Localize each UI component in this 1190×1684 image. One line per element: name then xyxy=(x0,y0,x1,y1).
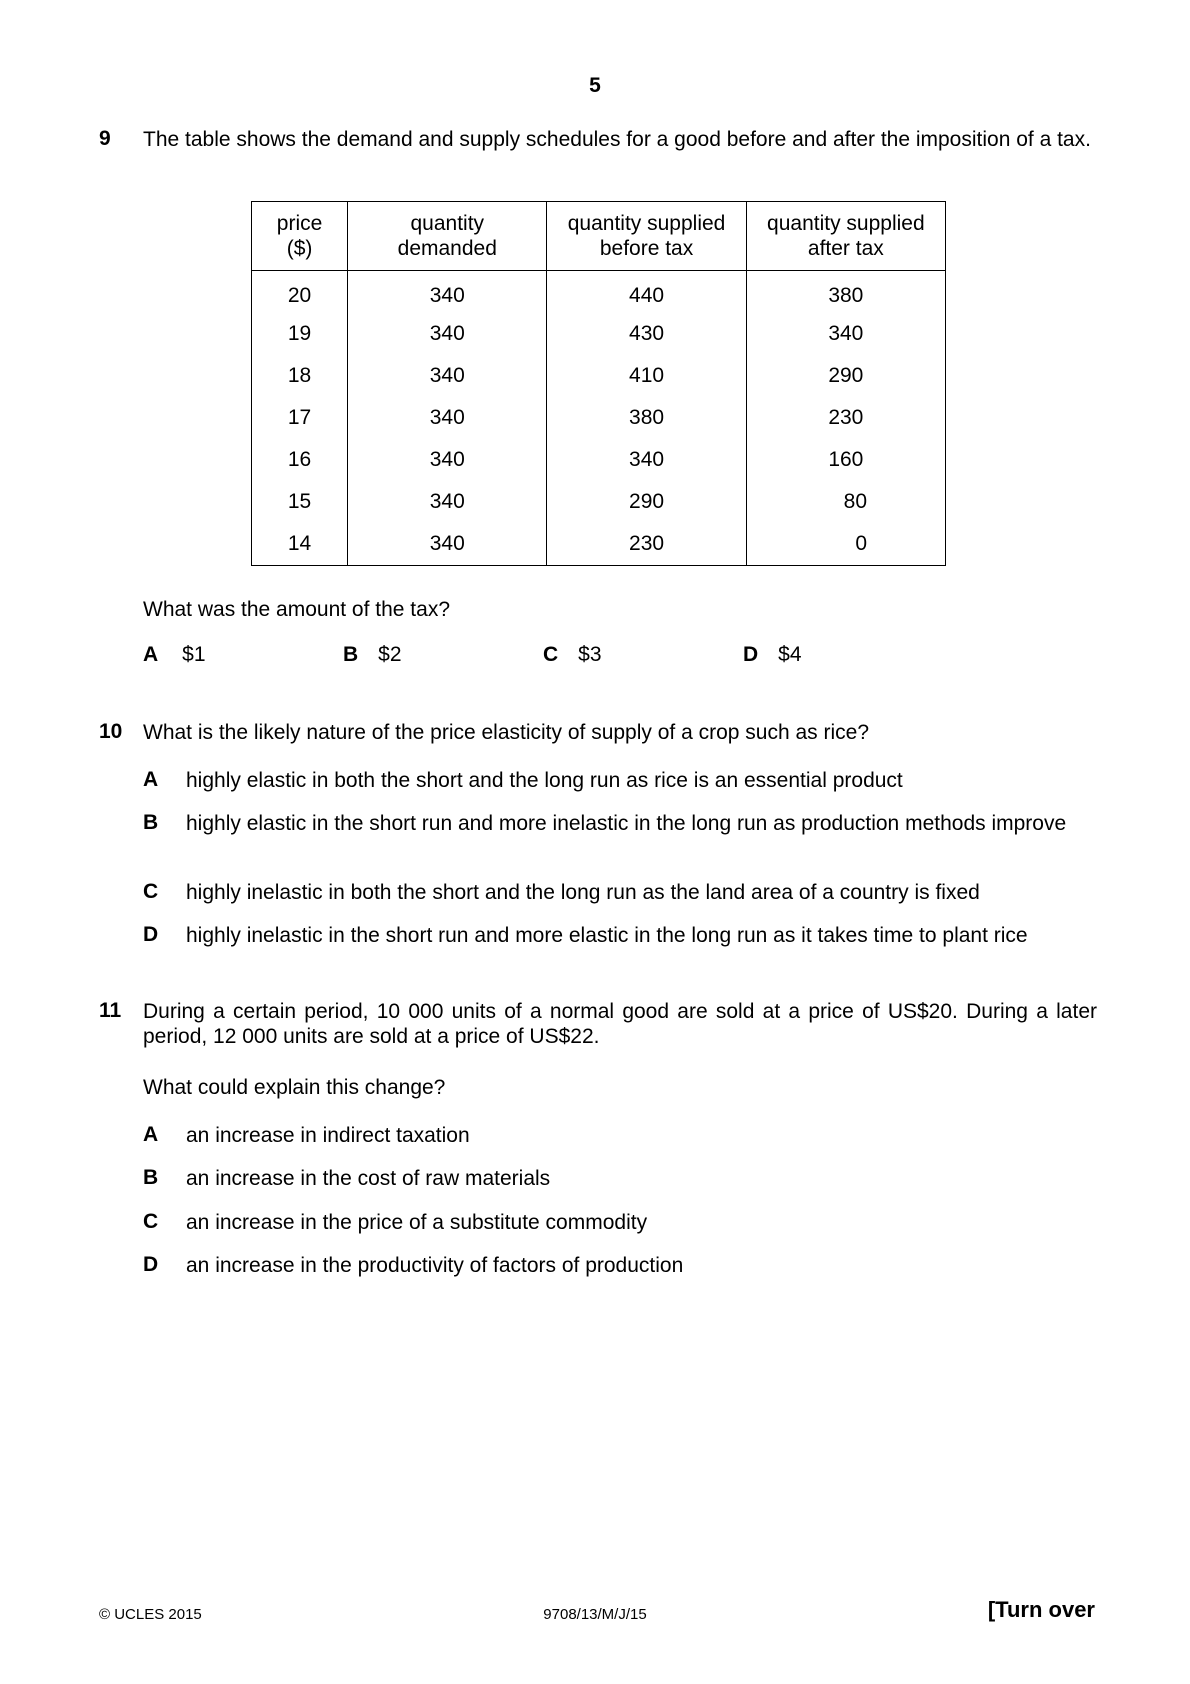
q11-option-c-letter: C xyxy=(143,1210,159,1233)
question-10-number: 10 xyxy=(99,720,123,743)
question-9-number: 9 xyxy=(99,127,111,150)
header-label: before tax xyxy=(599,237,694,260)
cell-before-tax: 430 xyxy=(547,313,746,355)
option-text: $2 xyxy=(378,643,402,666)
q11-option-b-letter: B xyxy=(143,1166,159,1189)
cell-before-tax: 440 xyxy=(547,271,746,314)
cell-before-tax: 410 xyxy=(547,355,746,397)
option-text: $1 xyxy=(182,643,206,666)
q10-option-b-text[interactable]: highly elastic in the short run and more inelastic in the long run as production methods improve xyxy=(186,812,1067,835)
cell-before-tax: 380 xyxy=(547,397,746,439)
question-9-text: The table shows the demand and supply schedules for a good before and after the imposition of a tax. xyxy=(143,128,1091,151)
q10-option-a-text[interactable]: highly elastic in both the short and the long run as rice is an essential product xyxy=(186,769,903,792)
question-11-prompt: What could explain this change? xyxy=(143,1076,446,1099)
header-label: ($) xyxy=(286,237,313,260)
cell-price: 18 xyxy=(252,355,348,397)
cell-demanded: 340 xyxy=(348,271,547,314)
header-label: demanded xyxy=(397,237,497,260)
cell-price: 16 xyxy=(252,439,348,481)
header-label: after tax xyxy=(807,237,884,260)
q9-option-c[interactable] xyxy=(543,643,602,667)
table-row xyxy=(252,481,946,523)
q9-option-d[interactable] xyxy=(743,643,802,667)
q9-option-a[interactable] xyxy=(143,643,206,667)
header-price xyxy=(252,202,348,271)
table-row xyxy=(252,523,946,566)
table-row xyxy=(252,355,946,397)
cell-demanded: 340 xyxy=(348,439,547,481)
cell-after-tax: 380 xyxy=(746,271,945,314)
header-supplied-after-tax xyxy=(746,202,945,271)
cell-before-tax: 340 xyxy=(547,439,746,481)
cell-before-tax: 290 xyxy=(547,481,746,523)
cell-before-tax: 230 xyxy=(547,523,746,566)
cell-demanded: 340 xyxy=(348,355,547,397)
q10-option-b-letter: B xyxy=(143,811,159,834)
cell-price: 14 xyxy=(252,523,348,566)
q11-option-a-letter: A xyxy=(143,1123,159,1146)
footer-turn-over: [Turn over xyxy=(987,1597,1095,1622)
question-10-text: What is the likely nature of the price elasticity of supply of a crop such as rice? xyxy=(143,721,870,744)
cell-demanded: 340 xyxy=(348,397,547,439)
cell-demanded: 340 xyxy=(348,313,547,355)
option-letter: D xyxy=(743,643,759,666)
footer-copyright: © UCLES 2015 xyxy=(99,1606,202,1623)
cell-demanded: 340 xyxy=(348,523,547,566)
q9-option-b[interactable] xyxy=(343,643,402,667)
header-supplied-before-tax xyxy=(547,202,746,271)
table-row xyxy=(252,439,946,481)
table-row xyxy=(252,313,946,355)
q10-option-c-text[interactable]: highly inelastic in both the short and the long run as the land area of a country is fixed xyxy=(186,881,980,904)
cell-price: 15 xyxy=(252,481,348,523)
cell-price: 17 xyxy=(252,397,348,439)
q10-option-a-letter: A xyxy=(143,768,159,791)
option-letter: B xyxy=(343,643,359,666)
cell-price: 20 xyxy=(252,271,348,314)
q10-option-d-letter: D xyxy=(143,923,159,946)
cell-after-tax: 0 xyxy=(746,523,945,566)
header-label: quantity supplied xyxy=(567,212,726,235)
header-label: price xyxy=(276,212,323,235)
question-11-text: During a certain period, 10 000 units of a normal good are sold at a price of US$20. During a later period, 12 000 units are sold at a price of US$22. xyxy=(143,1000,1097,1048)
page-number: 5 xyxy=(589,74,601,97)
question-9-prompt: What was the amount of the tax? xyxy=(143,598,451,621)
supply-demand-table xyxy=(251,201,946,566)
q11-option-b-text[interactable]: an increase in the cost of raw materials xyxy=(186,1167,551,1190)
footer-paper-code: 9708/13/M/J/15 xyxy=(543,1606,647,1623)
q11-option-d-letter: D xyxy=(143,1253,159,1276)
option-text: $4 xyxy=(778,643,802,666)
q11-option-d-text[interactable]: an increase in the productivity of factors of production xyxy=(186,1254,684,1277)
header-label: quantity xyxy=(410,212,485,235)
cell-price: 19 xyxy=(252,313,348,355)
table-header-row xyxy=(252,202,946,271)
option-letter: C xyxy=(543,643,559,666)
option-text: $3 xyxy=(578,643,602,666)
q11-option-c-text[interactable]: an increase in the price of a substitute commodity xyxy=(186,1211,648,1234)
q10-option-c-letter: C xyxy=(143,880,159,903)
header-quantity-demanded xyxy=(348,202,547,271)
cell-after-tax: 230 xyxy=(746,397,945,439)
cell-after-tax: 160 xyxy=(746,439,945,481)
question-11-number: 11 xyxy=(99,999,122,1022)
cell-demanded: 340 xyxy=(348,481,547,523)
header-label: quantity supplied xyxy=(767,212,925,235)
q10-option-d-text[interactable]: highly inelastic in the short run and more elastic in the long run as it takes time to plant rice xyxy=(186,924,1028,947)
q11-option-a-text[interactable]: an increase in indirect taxation xyxy=(186,1124,470,1147)
table-row xyxy=(252,271,946,314)
option-letter: A xyxy=(143,643,159,666)
table-row xyxy=(252,397,946,439)
cell-after-tax: 340 xyxy=(746,313,945,355)
cell-after-tax: 290 xyxy=(746,355,945,397)
cell-after-tax: 80 xyxy=(746,481,945,523)
